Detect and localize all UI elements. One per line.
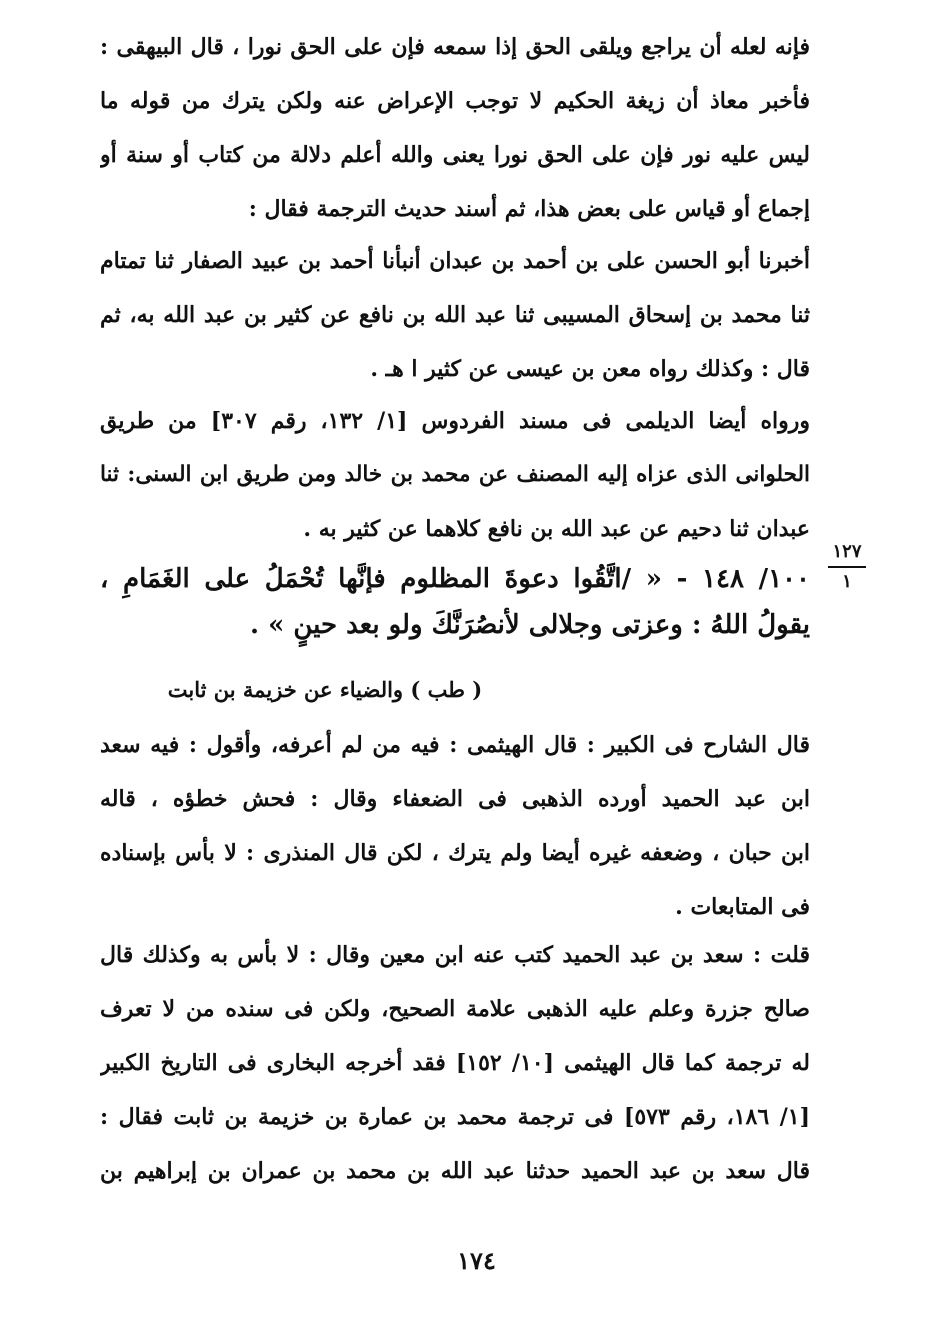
text-line: ابن حبان ، وضعفه غيره أيضا ولم يترك ، لكن قال المنذرى : لا بأس بإسناده [100,840,810,866]
margin-ref-divider [828,566,866,568]
text-line: عبدان ثنا دحيم عن عبد الله بن نافع كلاهما عن كثير به . [303,516,810,542]
margin-reference [826,540,868,594]
text-line: قال : وكذلك رواه معن بن عيسى عن كثير ا هـ . [370,356,810,382]
text-line: ابن عبد الحميد أورده الذهبى فى الضعفاء وقال : فحش خطؤه ، قاله [100,786,810,812]
text-line: قال الشارح فى الكبير : قال الهيثمى : فيه من لم أعرفه، وأقول : فيه سعد [100,732,810,758]
text-line: إجماع أو قياس على بعض هذا، ثم أسند حديث الترجمة فقال : [248,196,810,222]
margin-ref-bottom: ١ [842,571,852,592]
text-line: قال سعد بن عبد الحميد حدثنا عبد الله بن محمد بن عمران بن إبراهيم بن [100,1158,810,1184]
page-number: ١٧٤ [457,1246,496,1275]
text-line: الحلوانى الذى عزاه إليه المصنف عن محمد بن خالد ومن طريق ابن السنى: ثنا [100,462,810,487]
paragraph-isnad [100,234,810,396]
paragraph-intro [100,20,810,236]
hadith-line: يقولُ اللهُ : وعزتى وجلالى لأنصُرَنَّكَ ولو بعد حينٍ » . [249,610,810,640]
text-line: ليس عليه نور فإن على الحق نورا يعنى والله أعلم دلالة من كتاب أو سنة أو [100,142,810,168]
text-line: صالح جزرة وعلم عليه الذهبى علامة الصحيح، ولكن فى سنده من لا تعرف [100,996,810,1022]
paragraph-qultu [100,928,810,1198]
text-line: فإنه لعله أن يراجع ويلقى الحق إذا سمعه فإن على الحق نورا ، قال البيهقى : [100,34,810,60]
text-line: فأخبر معاذ أن زيغة الحكيم لا توجب الإعراض عنه ولكن يترك من قوله ما [100,88,810,114]
text-line: ثنا محمد بن إسحاق المسيبى ثنا عبد الله بن نافع عن كثير بن عبد الله به، ثم [100,302,810,328]
text-line: فى المتابعات . [675,894,810,920]
text-line: [١/ ١٨٦، رقم ٥٧٣] فى ترجمة محمد بن عمارة بن خزيمة بن ثابت فقال : [100,1104,810,1130]
text-line: قلت : سعد بن عبد الحميد كتب عنه ابن معين وقال : لا بأس به وكذلك قال [100,942,810,968]
hadith-line: ١٠٠/ ١٤٨ - « /اتَّقُوا دعوةَ المظلوم فإنَّها تُحْمَلُ على الغَمَامِ ، [100,564,810,594]
hadith-text [100,556,810,648]
hadith-source-note: ( طب ) والضياء عن خزيمة بن ثابت [167,677,483,702]
paragraph-daylami [100,394,810,556]
text-line: أخبرنا أبو الحسن على بن أحمد بن عبدان أنبأنا أحمد بن عبيد الصفار ثنا تمتام [100,248,810,274]
paragraph-commentary [100,718,810,934]
text-line: ورواه أيضا الديلمى فى مسند الفردوس [١/ ١٣٢، رقم ٣٠٧] من طريق [100,408,810,434]
margin-ref-top: ١٢٧ [832,541,862,562]
text-line: له ترجمة كما قال الهيثمى [١٠/ ١٥٢] فقد أخرجه البخارى فى التاريخ الكبير [100,1050,810,1076]
